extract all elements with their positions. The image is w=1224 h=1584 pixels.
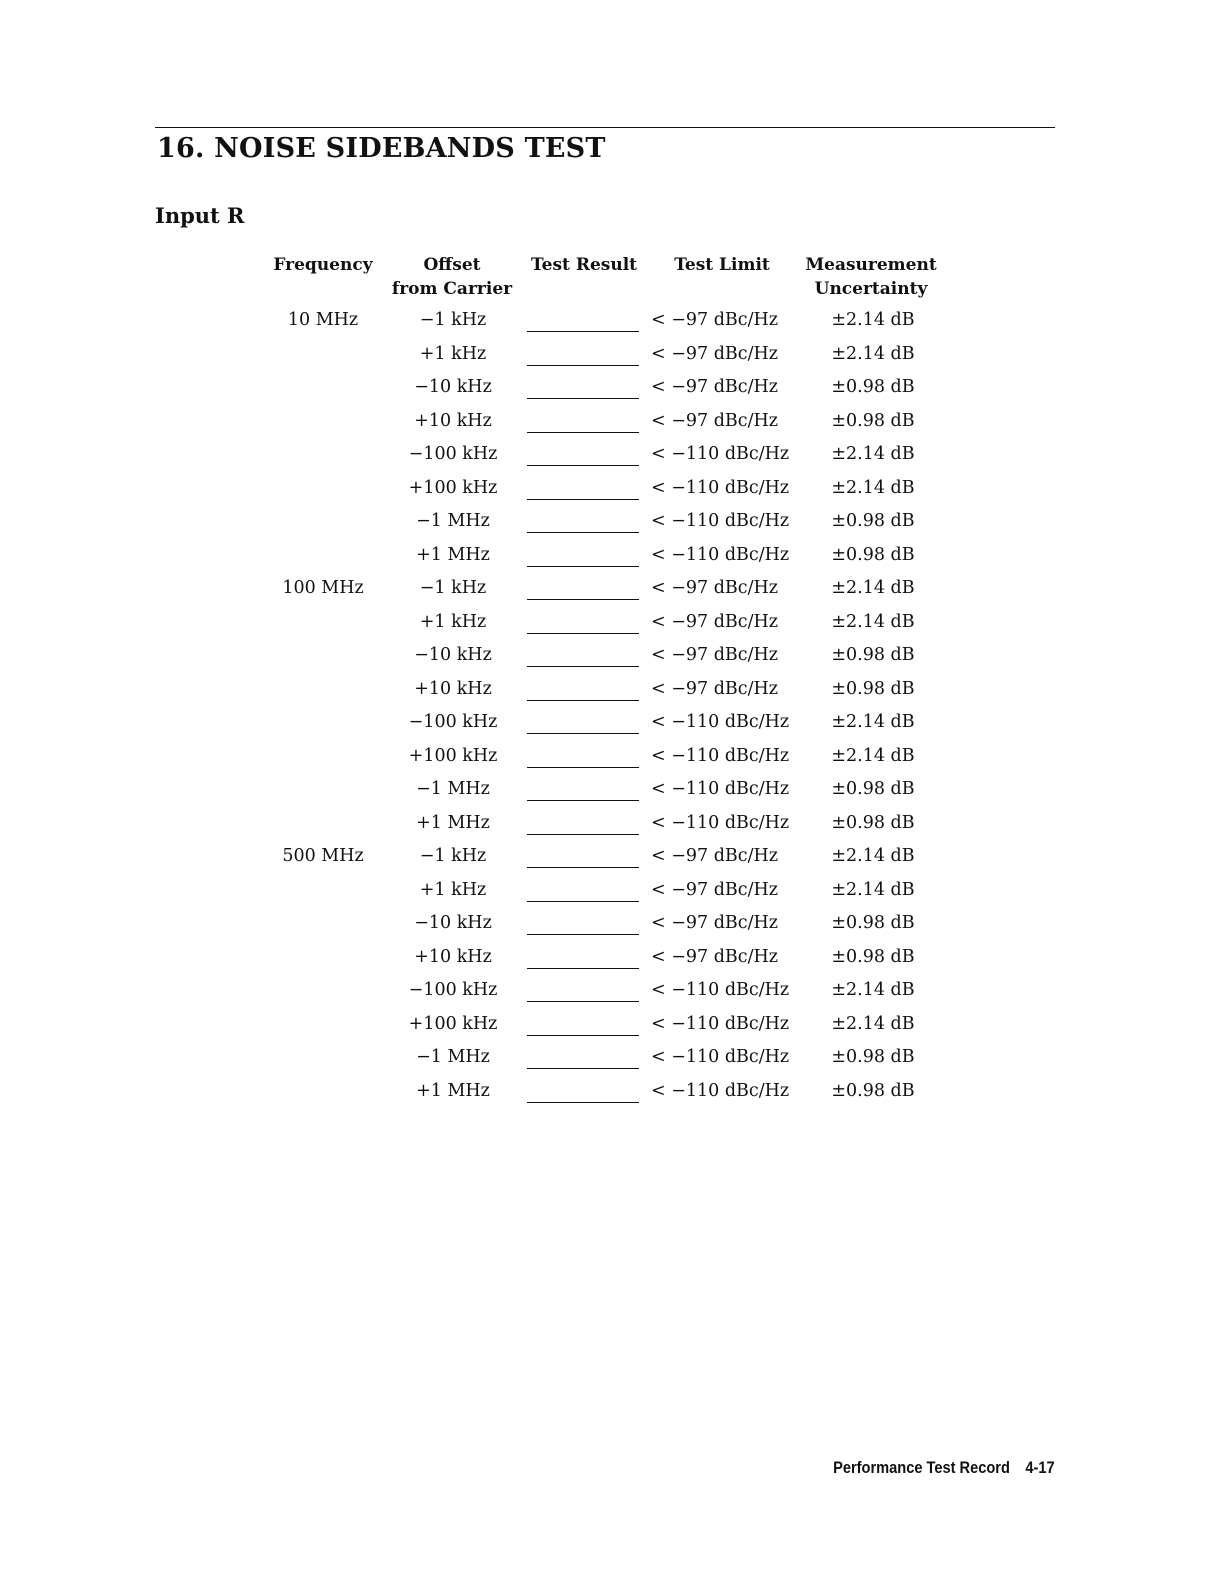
table-row	[0, 774, 1224, 808]
cell-offset: −1 MHz	[416, 511, 490, 531]
header-uncertainty	[796, 253, 946, 301]
cell-offset: +100 kHz	[408, 477, 498, 498]
table-row	[0, 875, 1224, 909]
cell-test-limit: < −97 dBc/Hz	[651, 611, 778, 632]
cell-offset: −100 kHz	[408, 712, 498, 732]
header-test-result	[520, 253, 648, 277]
cell-uncertainty: ±2.14 dB	[831, 343, 915, 364]
table-row	[0, 406, 1224, 440]
cell-test-limit: < −97 dBc/Hz	[651, 645, 778, 665]
test-result-blank[interactable]	[527, 979, 639, 1002]
cell-offset: −1 kHz	[419, 578, 487, 598]
header-test-limit	[654, 253, 790, 277]
cell-offset: −10 kHz	[414, 645, 492, 665]
footer-page-number: 4-17	[1025, 1458, 1055, 1477]
cell-uncertainty: ±2.14 dB	[831, 745, 915, 766]
cell-uncertainty: ±0.98 dB	[831, 544, 915, 565]
cell-test-limit: < −110 dBc/Hz	[651, 712, 790, 732]
cell-offset: +1 MHz	[416, 1080, 490, 1101]
cell-offset: −1 MHz	[416, 779, 490, 799]
table-row	[0, 908, 1224, 942]
cell-frequency: 100 MHz	[282, 578, 364, 598]
test-result-blank[interactable]	[527, 845, 639, 868]
test-result-blank[interactable]	[527, 946, 639, 969]
test-result-blank[interactable]	[527, 343, 639, 366]
cell-test-limit: < −110 dBc/Hz	[651, 544, 790, 565]
page-footer	[833, 1458, 1055, 1478]
results-table	[0, 305, 1224, 1109]
cell-uncertainty: ±0.98 dB	[831, 678, 915, 699]
cell-test-limit: < −110 dBc/Hz	[651, 1047, 790, 1067]
cell-offset: −1 MHz	[416, 1047, 490, 1067]
cell-test-limit: < −110 dBc/Hz	[651, 745, 790, 766]
test-result-blank[interactable]	[527, 778, 639, 801]
test-result-blank[interactable]	[527, 711, 639, 734]
table-row	[0, 942, 1224, 976]
cell-test-limit: < −97 dBc/Hz	[651, 377, 778, 397]
cell-uncertainty: ±2.14 dB	[831, 611, 915, 632]
cell-uncertainty: ±2.14 dB	[831, 444, 915, 464]
section-subtitle: Input R	[155, 203, 245, 228]
cell-test-limit: < −110 dBc/Hz	[651, 779, 790, 799]
cell-offset: −10 kHz	[414, 377, 492, 397]
cell-uncertainty: ±2.14 dB	[831, 980, 915, 1000]
cell-offset: +1 kHz	[419, 611, 487, 632]
table-row	[0, 305, 1224, 339]
cell-offset: +10 kHz	[414, 946, 492, 967]
test-result-blank[interactable]	[527, 309, 639, 332]
section-title: 16. NOISE SIDEBANDS TEST	[157, 133, 606, 164]
header-test-result-line: Test Result	[530, 255, 638, 275]
table-row	[0, 540, 1224, 574]
cell-test-limit: < −110 dBc/Hz	[651, 444, 790, 464]
cell-uncertainty: ±0.98 dB	[831, 812, 915, 833]
table-row	[0, 607, 1224, 641]
cell-offset: −1 kHz	[419, 310, 487, 330]
cell-offset: +1 kHz	[419, 879, 487, 900]
header-offset	[384, 253, 520, 301]
cell-frequency: 10 MHz	[287, 310, 359, 330]
test-result-blank[interactable]	[527, 611, 639, 634]
test-result-blank[interactable]	[527, 812, 639, 835]
table-row	[0, 808, 1224, 842]
table-row	[0, 573, 1224, 607]
cell-uncertainty: ±0.98 dB	[831, 946, 915, 967]
cell-test-limit: < −110 dBc/Hz	[651, 812, 790, 833]
test-result-blank[interactable]	[527, 1080, 639, 1103]
cell-test-limit: < −110 dBc/Hz	[651, 477, 790, 498]
cell-offset: −10 kHz	[414, 913, 492, 933]
cell-test-limit: < −110 dBc/Hz	[651, 1080, 790, 1101]
cell-test-limit: < −97 dBc/Hz	[651, 879, 778, 900]
test-result-blank[interactable]	[527, 1013, 639, 1036]
test-result-blank[interactable]	[527, 879, 639, 902]
header-frequency-line: Frequency	[273, 255, 373, 275]
cell-test-limit: < −110 dBc/Hz	[651, 511, 790, 531]
table-row	[0, 372, 1224, 406]
cell-test-limit: < −97 dBc/Hz	[651, 913, 778, 933]
table-row	[0, 473, 1224, 507]
cell-test-limit: < −97 dBc/Hz	[651, 846, 778, 866]
test-result-blank[interactable]	[527, 577, 639, 600]
cell-offset: +100 kHz	[408, 1013, 498, 1034]
test-result-blank[interactable]	[527, 912, 639, 935]
table-row	[0, 674, 1224, 708]
header-uncertainty-line-2: Uncertainty	[814, 279, 928, 299]
cell-uncertainty: ±0.98 dB	[831, 779, 915, 799]
cell-offset: +1 MHz	[416, 812, 490, 833]
test-result-blank[interactable]	[527, 644, 639, 667]
cell-frequency: 500 MHz	[282, 846, 364, 866]
cell-offset: −1 kHz	[419, 846, 487, 866]
cell-uncertainty: ±2.14 dB	[831, 879, 915, 900]
cell-test-limit: < −110 dBc/Hz	[651, 1013, 790, 1034]
cell-uncertainty: ±0.98 dB	[831, 1080, 915, 1101]
top-rule	[155, 127, 1055, 128]
table-row	[0, 841, 1224, 875]
header-offset-line-2: from Carrier	[391, 279, 513, 299]
table-row	[0, 640, 1224, 674]
cell-uncertainty: ±2.14 dB	[831, 846, 915, 866]
test-result-blank[interactable]	[527, 376, 639, 399]
table-row	[0, 975, 1224, 1009]
table-row	[0, 1076, 1224, 1110]
table-row	[0, 1009, 1224, 1043]
header-offset-line-1: Offset	[423, 255, 481, 275]
cell-offset: +10 kHz	[414, 410, 492, 431]
table-row	[0, 707, 1224, 741]
cell-uncertainty: ±2.14 dB	[831, 1013, 915, 1034]
cell-uncertainty: ±0.98 dB	[831, 410, 915, 431]
table-row	[0, 439, 1224, 473]
cell-offset: +1 kHz	[419, 343, 487, 364]
test-result-blank[interactable]	[527, 410, 639, 433]
cell-uncertainty: ±0.98 dB	[831, 511, 915, 531]
table-row	[0, 339, 1224, 373]
table-row	[0, 741, 1224, 775]
cell-test-limit: < −97 dBc/Hz	[651, 578, 778, 598]
test-result-blank[interactable]	[527, 510, 639, 533]
cell-uncertainty: ±2.14 dB	[831, 477, 915, 498]
cell-test-limit: < −97 dBc/Hz	[651, 410, 778, 431]
cell-offset: −100 kHz	[408, 444, 498, 464]
test-result-blank[interactable]	[527, 544, 639, 567]
cell-uncertainty: ±0.98 dB	[831, 645, 915, 665]
cell-test-limit: < −97 dBc/Hz	[651, 678, 778, 699]
footer-label: Performance Test Record	[833, 1458, 1011, 1477]
test-result-blank[interactable]	[527, 1046, 639, 1069]
test-result-blank[interactable]	[527, 678, 639, 701]
test-result-blank[interactable]	[527, 443, 639, 466]
header-frequency	[262, 253, 384, 277]
table-row	[0, 506, 1224, 540]
cell-uncertainty: ±2.14 dB	[831, 578, 915, 598]
header-test-limit-line: Test Limit	[674, 255, 770, 275]
cell-uncertainty: ±0.98 dB	[831, 377, 915, 397]
test-result-blank[interactable]	[527, 477, 639, 500]
cell-test-limit: < −97 dBc/Hz	[651, 310, 778, 330]
cell-offset: +100 kHz	[408, 745, 498, 766]
cell-offset: −100 kHz	[408, 980, 498, 1000]
cell-uncertainty: ±2.14 dB	[831, 310, 915, 330]
cell-uncertainty: ±0.98 dB	[831, 913, 915, 933]
table-row	[0, 1042, 1224, 1076]
cell-test-limit: < −97 dBc/Hz	[651, 343, 778, 364]
cell-offset: +1 MHz	[416, 544, 490, 565]
cell-uncertainty: ±2.14 dB	[831, 712, 915, 732]
cell-test-limit: < −97 dBc/Hz	[651, 946, 778, 967]
cell-test-limit: < −110 dBc/Hz	[651, 980, 790, 1000]
test-result-blank[interactable]	[527, 745, 639, 768]
cell-uncertainty: ±0.98 dB	[831, 1047, 915, 1067]
cell-offset: +10 kHz	[414, 678, 492, 699]
header-uncertainty-line-1: Measurement	[805, 255, 937, 275]
